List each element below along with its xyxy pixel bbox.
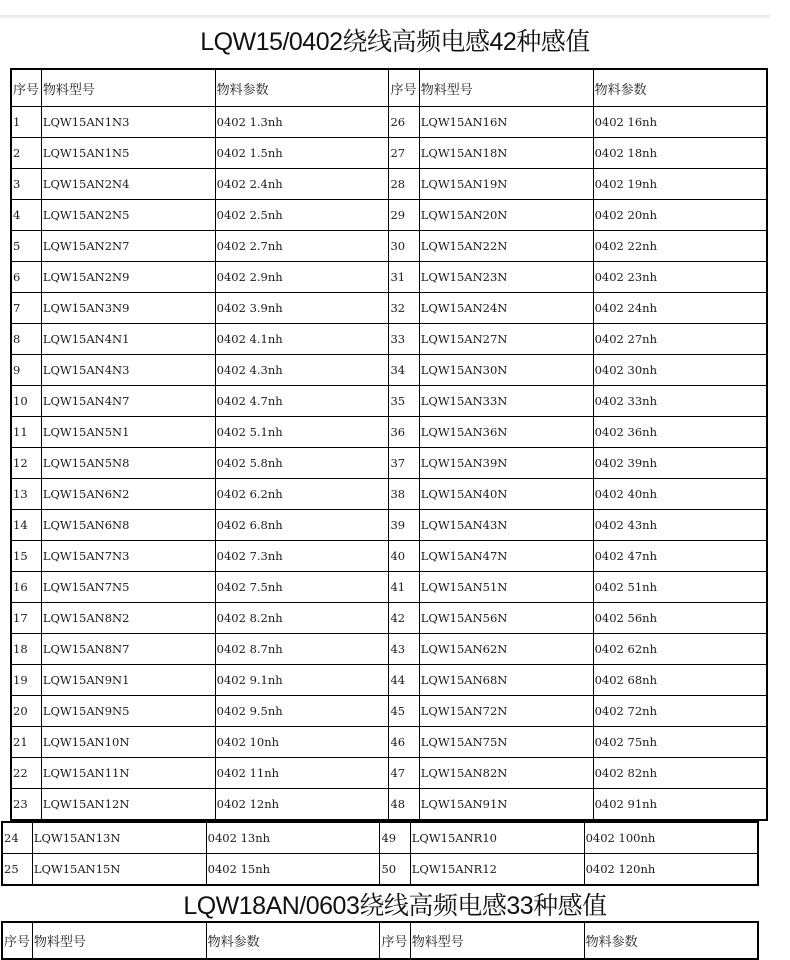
cell-parameter: 0402 8.2nh	[215, 603, 389, 634]
table-row	[11, 510, 767, 541]
section2-title: LQW18AN/0603绕线高频电感33种感值	[183, 892, 607, 920]
table-row	[11, 355, 767, 386]
table-row	[2, 822, 758, 854]
cell-part-number: LQW15AN47N	[419, 541, 593, 572]
cell-parameter: 0402 36nh	[593, 417, 767, 448]
cell-parameter: 0402 13nh	[206, 822, 380, 854]
cell-parameter: 0402 24nh	[593, 293, 767, 324]
cell-index: 39	[389, 510, 419, 541]
cell-index: 26	[389, 107, 419, 138]
cell-parameter: 0402 82nh	[593, 758, 767, 789]
cell-parameter: 0402 6.2nh	[215, 479, 389, 510]
cell-index: 22	[11, 758, 41, 789]
cell-index: 11	[11, 417, 41, 448]
table-header-row	[2, 922, 758, 959]
table-row	[11, 758, 767, 789]
cell-part-number: LQW15ANR12	[410, 854, 584, 886]
cell-parameter: 0402 22nh	[593, 231, 767, 262]
header-index: 序号	[380, 922, 410, 959]
cell-part-number: LQW15AN20N	[419, 200, 593, 231]
cell-index: 28	[389, 169, 419, 200]
cell-parameter: 0402 4.3nh	[215, 355, 389, 386]
table-row	[11, 169, 767, 200]
cell-index: 8	[11, 324, 41, 355]
cell-part-number: LQW15AN16N	[419, 107, 593, 138]
cell-parameter: 0402 1.3nh	[215, 107, 389, 138]
cell-index: 24	[2, 822, 32, 854]
table-row	[11, 603, 767, 634]
cell-part-number: LQW15AN2N7	[41, 231, 215, 262]
cell-part-number: LQW15AN39N	[419, 448, 593, 479]
cell-part-number: LQW15AN91N	[419, 789, 593, 821]
cell-part-number: LQW15AN13N	[32, 822, 206, 854]
cell-index: 36	[389, 417, 419, 448]
cell-index: 46	[389, 727, 419, 758]
lqw15-inductor-table-continued	[1, 821, 759, 886]
table-row	[2, 854, 758, 886]
cell-parameter: 0402 23nh	[593, 262, 767, 293]
cell-index: 13	[11, 479, 41, 510]
cell-index: 43	[389, 634, 419, 665]
cell-part-number: LQW15AN40N	[419, 479, 593, 510]
cell-parameter: 0402 9.5nh	[215, 696, 389, 727]
cell-index: 34	[389, 355, 419, 386]
cell-index: 27	[389, 138, 419, 169]
header-part-number: 物料型号	[41, 69, 215, 107]
cell-parameter: 0402 11nh	[215, 758, 389, 789]
cell-index: 10	[11, 386, 41, 417]
header-index: 序号	[2, 922, 32, 959]
cell-parameter: 0402 2.7nh	[215, 231, 389, 262]
cell-part-number: LQW15AN8N7	[41, 634, 215, 665]
cell-index: 21	[11, 727, 41, 758]
cell-part-number: LQW15AN68N	[419, 665, 593, 696]
cell-part-number: LQW15AN10N	[41, 727, 215, 758]
cell-part-number: LQW15AN8N2	[41, 603, 215, 634]
table-row	[11, 200, 767, 231]
cell-index: 47	[389, 758, 419, 789]
cell-index: 3	[11, 169, 41, 200]
header-parameter: 物料参数	[584, 922, 758, 959]
table-row	[11, 696, 767, 727]
cell-part-number: LQW15AN6N8	[41, 510, 215, 541]
cell-part-number: LQW15AN11N	[41, 758, 215, 789]
cell-parameter: 0402 75nh	[593, 727, 767, 758]
cell-parameter: 0402 4.7nh	[215, 386, 389, 417]
cell-part-number: LQW15AN5N8	[41, 448, 215, 479]
cell-parameter: 0402 16nh	[593, 107, 767, 138]
cell-parameter: 0402 7.3nh	[215, 541, 389, 572]
cell-parameter: 0402 18nh	[593, 138, 767, 169]
cell-index: 12	[11, 448, 41, 479]
cell-index: 38	[389, 479, 419, 510]
cell-part-number: LQW15AN18N	[419, 138, 593, 169]
cell-index: 30	[389, 231, 419, 262]
table-row	[11, 231, 767, 262]
cell-parameter: 0402 62nh	[593, 634, 767, 665]
cell-index: 50	[380, 854, 410, 886]
cell-index: 29	[389, 200, 419, 231]
table-row	[11, 572, 767, 603]
table-row	[11, 293, 767, 324]
table-row	[11, 665, 767, 696]
lqw15-inductor-table	[10, 68, 768, 821]
table-row	[11, 138, 767, 169]
cell-parameter: 0402 43nh	[593, 510, 767, 541]
cell-part-number: LQW15AN82N	[419, 758, 593, 789]
cell-part-number: LQW15AN23N	[419, 262, 593, 293]
header-part-number: 物料型号	[32, 922, 206, 959]
header-parameter: 物料参数	[593, 69, 767, 107]
cell-parameter: 0402 47nh	[593, 541, 767, 572]
cell-part-number: LQW15AN75N	[419, 727, 593, 758]
cell-parameter: 0402 2.9nh	[215, 262, 389, 293]
table-row	[11, 789, 767, 821]
cell-parameter: 0402 120nh	[584, 854, 758, 886]
cell-index: 16	[11, 572, 41, 603]
cell-part-number: LQW15AN7N3	[41, 541, 215, 572]
cell-parameter: 0402 19nh	[593, 169, 767, 200]
cell-parameter: 0402 7.5nh	[215, 572, 389, 603]
cell-parameter: 0402 6.8nh	[215, 510, 389, 541]
cell-index: 4	[11, 200, 41, 231]
cell-part-number: LQW15AN24N	[419, 293, 593, 324]
cell-index: 23	[11, 789, 41, 821]
cell-index: 35	[389, 386, 419, 417]
cell-index: 7	[11, 293, 41, 324]
header-parameter: 物料参数	[206, 922, 380, 959]
cell-part-number: LQW15AN30N	[419, 355, 593, 386]
cell-index: 19	[11, 665, 41, 696]
cell-index: 44	[389, 665, 419, 696]
cell-part-number: LQW15AN2N4	[41, 169, 215, 200]
cell-parameter: 0402 9.1nh	[215, 665, 389, 696]
cell-parameter: 0402 3.9nh	[215, 293, 389, 324]
cell-index: 25	[2, 854, 32, 886]
cell-part-number: LQW15AN51N	[419, 572, 593, 603]
cell-index: 18	[11, 634, 41, 665]
header-parameter: 物料参数	[215, 69, 389, 107]
cell-part-number: LQW15AN6N2	[41, 479, 215, 510]
cell-parameter: 0402 72nh	[593, 696, 767, 727]
cell-index: 20	[11, 696, 41, 727]
cell-part-number: LQW15AN27N	[419, 324, 593, 355]
table-row	[11, 479, 767, 510]
cell-part-number: LQW15ANR10	[410, 822, 584, 854]
cell-index: 40	[389, 541, 419, 572]
cell-part-number: LQW15AN22N	[419, 231, 593, 262]
header-index: 序号	[11, 69, 41, 107]
cell-parameter: 0402 5.1nh	[215, 417, 389, 448]
cell-index: 1	[11, 107, 41, 138]
cell-index: 32	[389, 293, 419, 324]
cell-part-number: LQW15AN3N9	[41, 293, 215, 324]
cell-index: 37	[389, 448, 419, 479]
cell-index: 17	[11, 603, 41, 634]
cell-index: 2	[11, 138, 41, 169]
cell-parameter: 0402 5.8nh	[215, 448, 389, 479]
cell-index: 48	[389, 789, 419, 821]
cell-part-number: LQW15AN62N	[419, 634, 593, 665]
table-row	[11, 262, 767, 293]
cell-part-number: LQW15AN2N9	[41, 262, 215, 293]
table-row	[11, 417, 767, 448]
table-row	[11, 541, 767, 572]
cell-part-number: LQW15AN56N	[419, 603, 593, 634]
cell-part-number: LQW15AN1N3	[41, 107, 215, 138]
cell-parameter: 0402 68nh	[593, 665, 767, 696]
cell-index: 41	[389, 572, 419, 603]
cell-part-number: LQW15AN43N	[419, 510, 593, 541]
cell-index: 42	[389, 603, 419, 634]
cell-index: 6	[11, 262, 41, 293]
cell-part-number: LQW15AN72N	[419, 696, 593, 727]
cell-parameter: 0402 12nh	[215, 789, 389, 821]
cell-parameter: 0402 30nh	[593, 355, 767, 386]
cell-parameter: 0402 27nh	[593, 324, 767, 355]
cell-parameter: 0402 2.4nh	[215, 169, 389, 200]
cell-part-number: LQW15AN9N5	[41, 696, 215, 727]
cell-index: 9	[11, 355, 41, 386]
table-row	[11, 634, 767, 665]
cell-parameter: 0402 40nh	[593, 479, 767, 510]
cell-index: 15	[11, 541, 41, 572]
cell-part-number: LQW15AN4N1	[41, 324, 215, 355]
cell-part-number: LQW15AN5N1	[41, 417, 215, 448]
header-part-number: 物料型号	[410, 922, 584, 959]
cell-parameter: 0402 10nh	[215, 727, 389, 758]
cell-index: 33	[389, 324, 419, 355]
top-divider	[0, 15, 770, 18]
cell-parameter: 0402 91nh	[593, 789, 767, 821]
cell-part-number: LQW15AN19N	[419, 169, 593, 200]
cell-part-number: LQW15AN12N	[41, 789, 215, 821]
table-row	[11, 107, 767, 138]
cell-parameter: 0402 33nh	[593, 386, 767, 417]
cell-parameter: 0402 56nh	[593, 603, 767, 634]
cell-part-number: LQW15AN15N	[32, 854, 206, 886]
table-row	[11, 727, 767, 758]
cell-index: 49	[380, 822, 410, 854]
cell-parameter: 0402 39nh	[593, 448, 767, 479]
table-header-row	[11, 69, 767, 107]
cell-part-number: LQW15AN1N5	[41, 138, 215, 169]
table-row	[11, 324, 767, 355]
cell-parameter: 0402 8.7nh	[215, 634, 389, 665]
cell-part-number: LQW15AN2N5	[41, 200, 215, 231]
cell-parameter: 0402 51nh	[593, 572, 767, 603]
table-row	[11, 386, 767, 417]
lqw18-inductor-table	[1, 921, 759, 960]
table-row	[11, 448, 767, 479]
cell-index: 5	[11, 231, 41, 262]
cell-part-number: LQW15AN9N1	[41, 665, 215, 696]
cell-part-number: LQW15AN4N3	[41, 355, 215, 386]
cell-index: 45	[389, 696, 419, 727]
cell-part-number: LQW15AN4N7	[41, 386, 215, 417]
cell-parameter: 0402 4.1nh	[215, 324, 389, 355]
cell-index: 14	[11, 510, 41, 541]
cell-part-number: LQW15AN33N	[419, 386, 593, 417]
cell-parameter: 0402 15nh	[206, 854, 380, 886]
section1-title: LQW15/0402绕线高频电感42种感值	[200, 28, 590, 56]
cell-index: 31	[389, 262, 419, 293]
cell-part-number: LQW15AN36N	[419, 417, 593, 448]
cell-parameter: 0402 1.5nh	[215, 138, 389, 169]
header-part-number: 物料型号	[419, 69, 593, 107]
cell-parameter: 0402 2.5nh	[215, 200, 389, 231]
cell-part-number: LQW15AN7N5	[41, 572, 215, 603]
header-index: 序号	[389, 69, 419, 107]
cell-parameter: 0402 20nh	[593, 200, 767, 231]
cell-parameter: 0402 100nh	[584, 822, 758, 854]
